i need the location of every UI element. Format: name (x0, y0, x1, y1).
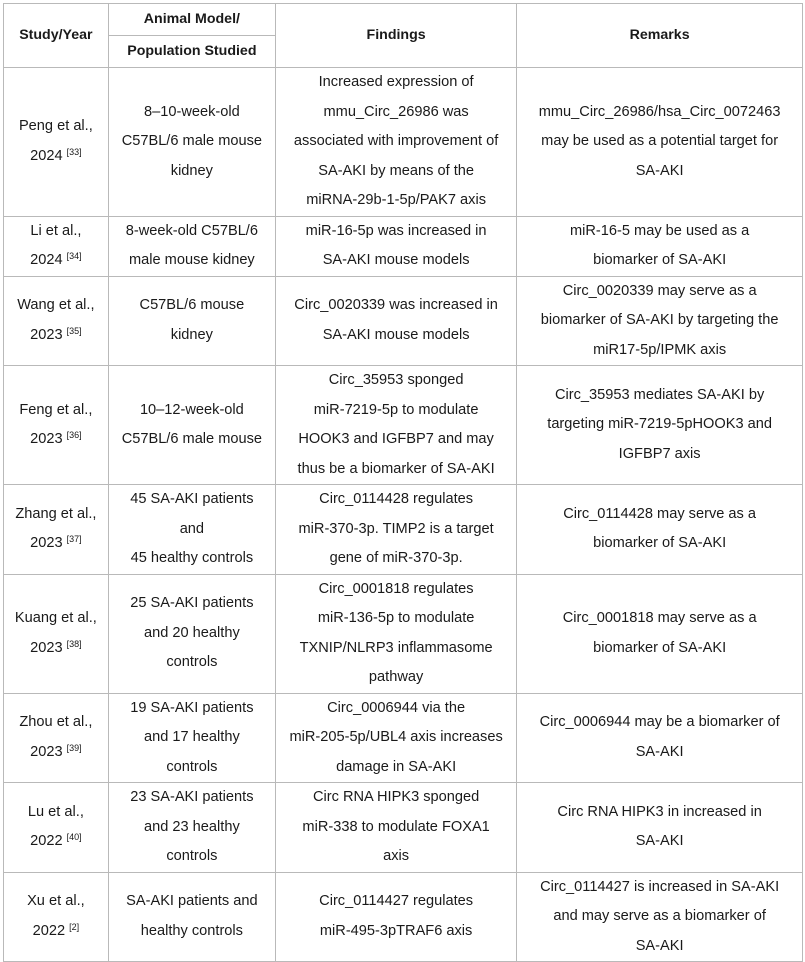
remarks-line: Circ_35953 mediates SA-AKI by (554, 386, 765, 403)
reference-citation: [35] (66, 325, 82, 336)
header-remarks: Remarks (517, 4, 803, 68)
model-line: SA-AKI patients and (126, 893, 258, 910)
header-model-bottom: Population Studied (108, 36, 275, 68)
study-year-line (10, 321, 102, 351)
cell-findings (275, 872, 516, 962)
cell-model (108, 68, 275, 217)
cell-findings (275, 276, 516, 366)
cell-model (108, 276, 275, 366)
reference-citation: [33] (66, 146, 82, 157)
findings-line: Circ_0114428 regulates (319, 491, 474, 507)
model-line: 8-week-old C57BL/6 (125, 222, 258, 239)
study-year: 2023 (30, 743, 63, 760)
model-line: C57BL/6 mouse (139, 297, 245, 314)
study-year: 2023 (30, 431, 63, 447)
model-line: 45 healthy controls (130, 550, 254, 566)
findings-line: SA-AKI mouse models (322, 326, 470, 343)
model-line: 8–10-week-old (144, 103, 240, 120)
model-line: and 17 healthy (143, 729, 240, 745)
cell-model (108, 574, 275, 693)
model-line: controls (166, 848, 218, 864)
study-year: 2024 (30, 252, 63, 268)
remarks-line: Circ_0006944 may be a biomarker of (539, 714, 780, 731)
study-year: 2023 (30, 326, 63, 343)
study-author: Feng et al., (19, 401, 93, 418)
model-line: and 20 healthy (143, 624, 240, 641)
literature-table (3, 3, 803, 962)
study-year-line (10, 738, 102, 768)
findings-line: mmu_Circ_26986 was (323, 103, 469, 120)
cell-model (108, 872, 275, 962)
study-year-line (10, 917, 102, 947)
reference-citation: [38] (66, 638, 82, 649)
model-line: controls (166, 758, 218, 775)
model-line: C57BL/6 male mouse (121, 431, 263, 447)
table-row (4, 68, 803, 217)
cell-model (108, 485, 275, 575)
study-year: 2022 (32, 922, 66, 939)
header-study: Study/Year (4, 4, 109, 68)
model-line: and 23 healthy (143, 818, 240, 835)
table-header (4, 4, 803, 68)
model-line: healthy controls (140, 922, 243, 939)
study-year-line (10, 142, 102, 172)
findings-line: Circ_0006944 via the (327, 699, 466, 716)
cell-findings (275, 68, 516, 217)
findings-line: damage in SA-AKI (336, 758, 457, 775)
model-line: 19 SA-AKI patients (130, 699, 254, 716)
remarks-line: biomarker of SA-AKI (593, 252, 727, 268)
study-year: 2023 (30, 535, 63, 552)
findings-line: Circ_0020339 was increased in (294, 297, 498, 314)
remarks-line: biomarker of SA-AKI (593, 535, 727, 552)
table-body (4, 68, 803, 962)
findings-line: pathway (368, 669, 424, 685)
cell-study (4, 872, 109, 962)
reference-citation: [36] (66, 430, 82, 440)
remarks-line: mmu_Circ_26986/hsa_Circ_0072463 (538, 103, 781, 120)
findings-line: gene of miR-370-3p. (329, 550, 463, 566)
cell-findings (275, 216, 516, 276)
reference-citation: [34] (66, 251, 82, 261)
remarks-line: miR-16-5 may be used as a (569, 222, 750, 239)
study-author: Lu et al., (27, 803, 84, 820)
findings-line: Increased expression of (318, 74, 474, 90)
cell-study (4, 574, 109, 693)
findings-line: miR-495-3pTRAF6 axis (319, 922, 473, 939)
model-line: kidney (170, 162, 213, 179)
cell-study (4, 366, 109, 485)
findings-line: miRNA-29b-1-5p/PAK7 axis (306, 192, 486, 208)
findings-line: HOOK3 and IGFBP7 and may (298, 431, 494, 447)
cell-remarks (517, 366, 803, 485)
cell-model (108, 693, 275, 783)
study-year: 2023 (30, 639, 63, 656)
cell-findings (275, 693, 516, 783)
remarks-line: Circ_0114428 may serve as a (563, 505, 757, 522)
cell-remarks (517, 68, 803, 217)
cell-model (108, 216, 275, 276)
model-line: controls (166, 654, 218, 671)
model-line: 25 SA-AKI patients (130, 595, 254, 612)
findings-line: Circ RNA HIPK3 sponged (312, 789, 480, 805)
remarks-line: IGFBP7 axis (618, 445, 701, 462)
remarks-line: targeting miR-7219-5pHOOK3 and (547, 416, 772, 433)
remarks-line: SA-AKI (635, 162, 684, 179)
findings-line: miR-7219-5p to modulate (313, 401, 479, 418)
remarks-line: Circ RNA HIPK3 in increased in (557, 803, 762, 820)
cell-model (108, 783, 275, 873)
study-year: 2024 (30, 147, 63, 164)
table-row (4, 485, 803, 575)
remarks-line: biomarker of SA-AKI (593, 639, 727, 656)
cell-study (4, 216, 109, 276)
findings-line: TXNIP/NLRP3 inflammasome (299, 639, 493, 656)
remarks-line: Circ_0001818 may serve as a (562, 610, 757, 626)
findings-line: miR-16-5p was increased in (305, 222, 487, 239)
findings-line: miR-370-3p. TIMP2 is a target (298, 520, 494, 537)
study-author: Zhou et al., (19, 714, 93, 731)
cell-findings (275, 783, 516, 873)
model-line: male mouse kidney (129, 252, 255, 268)
table-row (4, 693, 803, 783)
remarks-line: SA-AKI (635, 833, 684, 850)
model-line: 10–12-week-old (139, 401, 244, 418)
cell-remarks (517, 693, 803, 783)
remarks-line: Circ_0114427 is increased in SA-AKI (540, 878, 780, 895)
remarks-line: SA-AKI (635, 743, 684, 760)
reference-citation: [40] (66, 832, 82, 843)
remarks-line: miR17-5p/IPMK axis (593, 341, 727, 358)
cell-findings (275, 366, 516, 485)
cell-remarks (517, 276, 803, 366)
study-year-line (10, 634, 102, 664)
study-year-line (10, 827, 102, 857)
findings-line: axis (383, 848, 410, 864)
study-author: Kuang et al., (14, 610, 97, 626)
header-model-top: Animal Model/ (108, 4, 275, 36)
findings-line: miR-205-5p/UBL4 axis increases (289, 729, 503, 745)
cell-findings (275, 574, 516, 693)
remarks-line: Circ_0020339 may serve as a (562, 282, 757, 299)
cell-study (4, 693, 109, 783)
model-line: kidney (170, 326, 213, 343)
findings-line: SA-AKI by means of the (318, 162, 474, 179)
cell-remarks (517, 485, 803, 575)
reference-citation: [39] (66, 742, 82, 753)
remarks-line: and may serve as a biomarker of (553, 908, 766, 924)
cell-findings (275, 485, 516, 575)
study-year: 2022 (30, 833, 63, 850)
study-year-line (10, 529, 102, 559)
model-line: C57BL/6 male mouse (121, 133, 263, 149)
study-year-line (10, 425, 102, 455)
table-row (4, 872, 803, 962)
findings-line: miR-338 to modulate FOXA1 (302, 818, 490, 835)
findings-line: SA-AKI mouse models (322, 252, 470, 268)
findings-line: associated with improvement of (293, 133, 499, 149)
study-author: Xu et al., (27, 893, 85, 910)
findings-line: Circ_0114427 regulates (319, 893, 474, 910)
reference-citation: [2] (69, 921, 80, 932)
table-row (4, 366, 803, 485)
cell-model (108, 366, 275, 485)
findings-line: thus be a biomarker of SA-AKI (297, 460, 495, 477)
table-row (4, 216, 803, 276)
study-author: Peng et al., (18, 118, 93, 135)
study-author: Li et al., (30, 222, 82, 239)
cell-remarks (517, 872, 803, 962)
cell-study (4, 68, 109, 217)
header-findings: Findings (275, 4, 516, 68)
findings-line: Circ_35953 sponged (328, 372, 464, 388)
model-line: and (179, 520, 205, 537)
table-row (4, 574, 803, 693)
remarks-line: may be used as a potential target for (541, 133, 779, 149)
findings-line: Circ_0001818 regulates (318, 580, 474, 597)
model-line: 45 SA-AKI patients (130, 491, 254, 507)
study-author: Zhang et al., (15, 505, 97, 522)
table-row (4, 783, 803, 873)
model-line: 23 SA-AKI patients (130, 789, 254, 805)
table-row (4, 276, 803, 366)
cell-study (4, 485, 109, 575)
remarks-line: biomarker of SA-AKI by targeting the (540, 312, 779, 328)
remarks-line: SA-AKI (635, 937, 684, 954)
cell-study (4, 276, 109, 366)
study-year-line (10, 246, 102, 276)
cell-study (4, 783, 109, 873)
cell-remarks (517, 574, 803, 693)
findings-line: miR-136-5p to modulate (317, 610, 475, 626)
cell-remarks (517, 216, 803, 276)
cell-remarks (517, 783, 803, 873)
study-author: Wang et al., (17, 297, 95, 314)
reference-citation: [37] (66, 534, 82, 545)
